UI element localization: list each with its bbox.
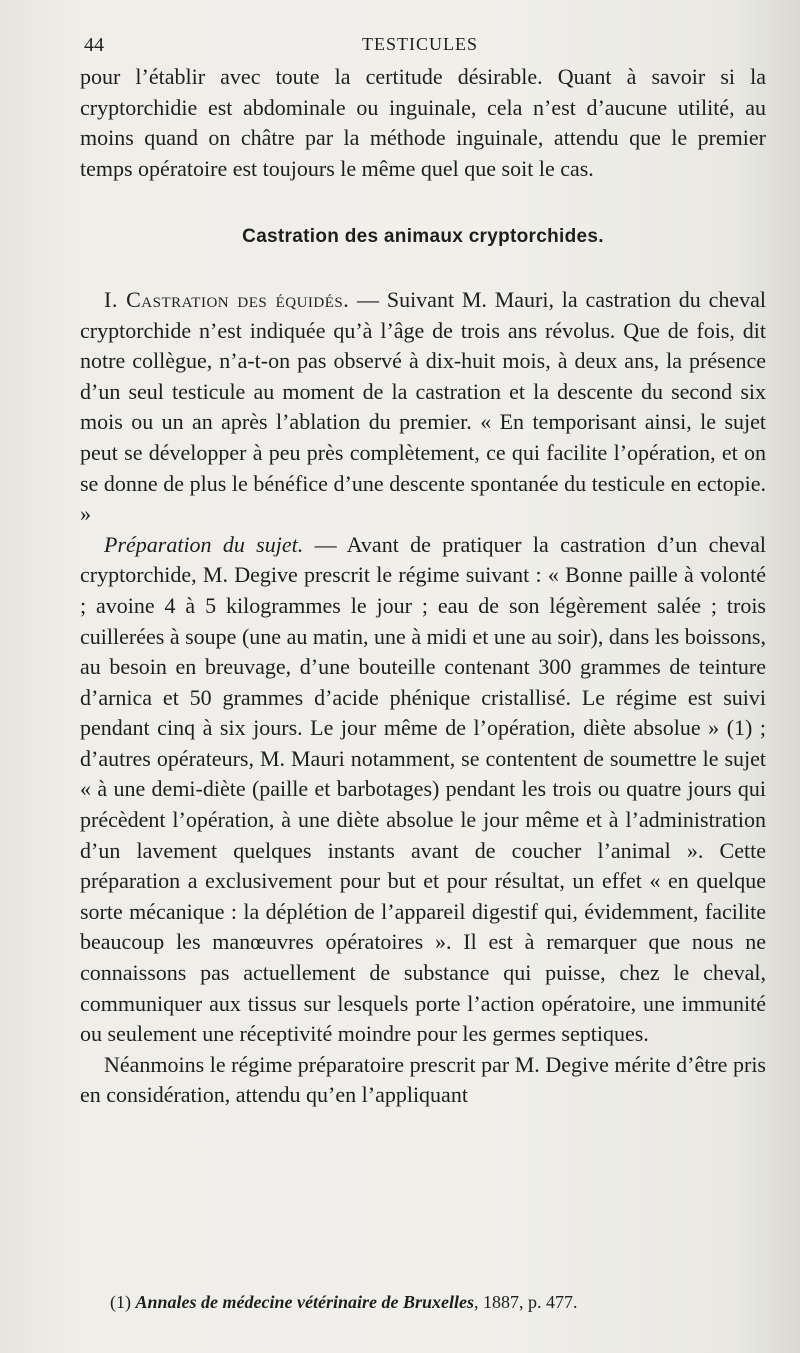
running-head: TESTICULES <box>362 34 478 54</box>
footnote-details: , 1887, p. 477. <box>473 1292 578 1312</box>
paragraph-2-heading: I. Castration des équidés. <box>104 286 350 312</box>
paragraph-3-text: — Avant de pratiquer la castration d’un cheval cryptorchide, M. Degive prescrit le régime suivant : « Bonne paille à volonté ; avoine 4 à 5 kilogrammes le jour ; eau de son légèrement salée ; trois cuillerées à soupe (une au matin, une à midi et une au soir), dans les boissons, au besoin en breuvage, d’une bouteille contenant 300 grammes de teinture d’arnica et 50 grammes d’acide phénique cristallisé. Le régime est suivi pendant cinq à six jours. Le jour même de l’opération, diète absolue » (1) ; d’autres opérateurs, M. Mauri notamment, se contentent de soumettre le sujet « à une demi-diète (paille et barbotages) pendant les trois ou quatre jours qui précèdent l’opération, à une diète absolue le jour même et à l’administration d’un lavement quelques instants avant de coucher l’animal ». Cette préparation a exclusivement pour but et pour résultat, un effet « en quelque sorte mécanique : la déplétion de l’appareil digestif qui, évidemment, facilite beaucoup les manœuvres opératoires ». Il est à remarquer que nous ne connaissons pas actuellement de substance qui puisse, chez le cheval, communiquer aux tissus sur lesquels porte l’action opératoire, une immunité ou seulement une réceptivité moindre pour les germes septiques. <box>80 531 767 1047</box>
footnote-marker: (1) <box>110 1292 136 1312</box>
paragraph-4: Néanmoins le régime préparatoire prescrit par M. Degive mérite d’être pris en considération, attendu qu’en l’appliquant <box>80 1051 766 1108</box>
paragraph-3 <box>80 530 766 1050</box>
page-number: 44 <box>84 34 104 56</box>
section-title: Castration des animaux cryptorchides. <box>242 226 604 248</box>
footnote <box>110 1292 750 1313</box>
page-body <box>80 62 766 1111</box>
paragraph-1: pour l’établir avec toute la certitude désirable. Quant à savoir si la cryptorchidie est abdominale ou inguinale, cela n’est d’aucune utilité, au moins quand on châtre par la méthode inguinale, attendu que le premier temps opératoire est toujours le même quel que soit le cas. <box>80 64 766 181</box>
page-header <box>0 30 800 60</box>
paragraph-2 <box>80 285 766 530</box>
footnote-source: Annales de médecine vétérinaire de Bruxelles <box>135 1292 474 1312</box>
paragraph-2-text: — Suivant M. Mauri, la castration du cheval cryptorchide n’est indiquée qu’à l’âge de trois ans révolus. Que de fois, dit notre collègue, n’a-t-on pas observé à dix-huit mois, à deux ans, la présence d’un seul testicule au moment de la castration et la descente du second six mois ou un an après l’ablation du premier. « En temporisant ainsi, le sujet peut se développer à peu près complètement, ce qui facilite l’opération, et on se donne de plus le bénéfice d’une descente spontanée du testicule en ectopie. » <box>80 286 766 527</box>
paragraph-3-heading: Préparation du sujet. <box>104 531 304 557</box>
